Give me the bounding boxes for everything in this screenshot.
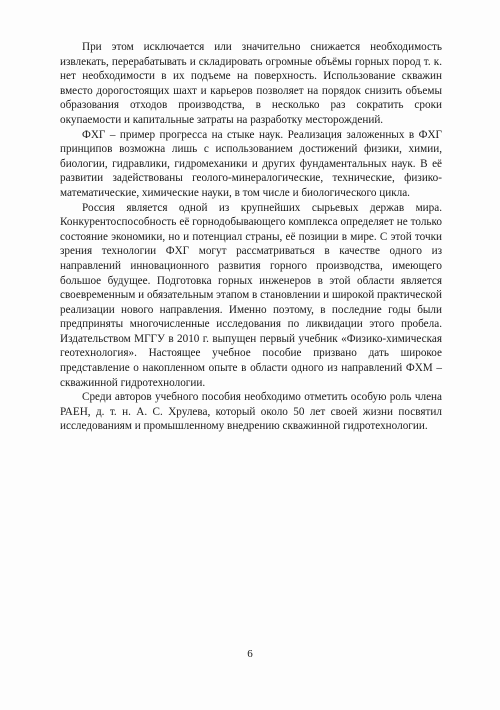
paragraph-4: Среди авторов учебного пособия необходимо отметить особую роль члена РАЕН, д. т. н. А. С. Хрулева, который около 50 лет своей жизни посвятил исследованиям и промышленному внедрению скважинной гидротехнологии. — [60, 391, 442, 433]
paragraph-2: ФХГ – пример прогресса на стыке наук. Реализация заложенных в ФХГ принципов возможна лишь с использованием достижений физики, химии, биологии, гидравлики, гидромеханики и других фундаментальных наук. В её развитии задействованы геолого-минералогические, технические, физико-математические, химические науки, в том числе и биологического цикла. — [60, 128, 442, 199]
page-number: 6 — [247, 648, 253, 660]
paragraph-3: Россия является одной из крупнейших сырьевых держав мира. Конкурентоспособность её горнодобывающего комплекса определяет не только состояние экономики, но и потенциал страны, её позиции в мире. С этой точки зрения технологии ФХГ могут рассматриваться в качестве одного из направлений инновационного развития горного производства, имеющего большое будущее. Подготовка горных инженеров в этой области является своевременным и обязательным этапом в становлении и широкой практической реализации нового направления. Именно поэтому, в последние годы были предприняты многочисленные исследования по ликвидации этого пробела. Издательством МГГУ в 2010 г. выпущен первый учебник «Физико-химическая геотехнология». Настоящее учебное пособие призвано дать широкое представление о накопленном опыте в области одного из направлений ФХМ – скважинной гидротехнологии. — [60, 201, 442, 389]
body-text — [60, 40, 442, 434]
paragraph-1: При этом исключается или значительно снижается необходимость извлекать, перерабатывать и складировать огромные объёмы горных пород т. к. нет необходимости в их подъеме на поверхность. Использование скважин вместо дорогостоящих шахт и карьеров позволяет на порядок снизить объемы образования отходов производства, в несколько раз сократить сроки окупаемости и капитальные затраты на разработку месторождений. — [60, 41, 442, 126]
